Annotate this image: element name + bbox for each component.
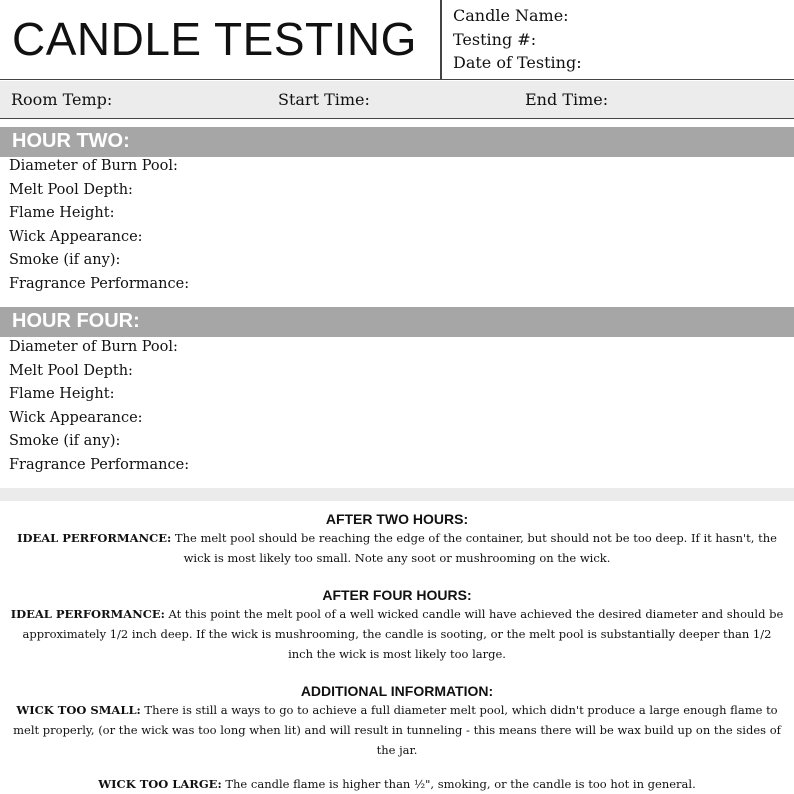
section-hour-two-fields xyxy=(9,155,189,296)
room-temp-label: Room Temp: xyxy=(11,90,113,109)
wick-too-large-body: The candle flame is higher than ½", smoking, or the candle is too hot in general. xyxy=(221,777,696,791)
wick-too-small-text xyxy=(0,700,794,760)
ideal-performance-label: IDEAL PERFORMANCE: xyxy=(10,607,165,621)
wick-too-small-label: WICK TOO SMALL: xyxy=(16,703,141,717)
page-title: CANDLE TESTING xyxy=(12,13,417,65)
after-two-hours-heading: AFTER TWO HOURS: xyxy=(325,511,469,527)
smoke-label: Smoke (if any): xyxy=(9,252,121,268)
testing-number-label: Testing #: xyxy=(453,29,537,49)
melt-pool-depth-label: Melt Pool Depth: xyxy=(9,181,133,198)
divider-bar xyxy=(0,488,794,501)
additional-information-heading: ADDITIONAL INFORMATION: xyxy=(300,683,494,699)
header-divider xyxy=(440,0,442,79)
wick-too-large-text xyxy=(0,774,794,794)
flame-height-label: Flame Height: xyxy=(9,205,115,221)
candle-name-label: Candle Name: xyxy=(453,6,569,25)
smoke-label: Smoke (if any): xyxy=(9,433,121,449)
after-four-hours-text xyxy=(0,604,794,664)
flame-height-label: Flame Height: xyxy=(9,386,115,402)
start-time-label: Start Time: xyxy=(278,90,370,109)
fragrance-performance-label: Fragrance Performance: xyxy=(9,275,190,292)
notes-section xyxy=(0,510,794,794)
wick-too-small-body: There is still a ways to go to achieve a full diameter melt pool, which didn't produce a large enough flame to melt properly, (or the wick was too long when lit) and will result in tunneling - this means there will be wax build up on the sides of the jar. xyxy=(13,703,781,757)
wick-too-large-label: WICK TOO LARGE: xyxy=(98,777,222,791)
wick-appearance-label: Wick Appearance: xyxy=(9,409,143,426)
section-hour-four-title: HOUR FOUR: xyxy=(12,310,140,332)
section-hour-two-bar xyxy=(0,127,794,157)
wick-appearance-label: Wick Appearance: xyxy=(9,228,143,245)
after-two-hours-text xyxy=(0,528,794,568)
after-four-hours-body: At this point the melt pool of a well wicked candle will have achieved the desired diameter and should be approximately 1/2 inch deep. If the wick is mushrooming, the candle is sooting, or the melt pool is substantially deeper than 1/2 inch the wick is most likely too large. xyxy=(22,607,784,661)
burn-pool-diameter-label: Diameter of Burn Pool: xyxy=(9,158,178,174)
after-two-hours-body: The melt pool should be reaching the edge of the container, but should not be too deep. If it hasn't, the wick is most likely too small. Note any soot or mushrooming on the wick. xyxy=(171,531,777,565)
after-four-hours-heading: AFTER FOUR HOURS: xyxy=(322,587,472,603)
end-time-label: End Time: xyxy=(525,90,609,109)
fragrance-performance-label: Fragrance Performance: xyxy=(9,456,190,473)
burn-pool-diameter-label: Diameter of Burn Pool: xyxy=(9,339,178,355)
section-hour-two-title: HOUR TWO: xyxy=(12,130,130,152)
info-bar xyxy=(0,81,794,119)
page-header xyxy=(0,0,794,80)
section-hour-four-fields xyxy=(9,336,189,477)
ideal-performance-label: IDEAL PERFORMANCE: xyxy=(17,531,172,545)
section-hour-four-bar xyxy=(0,307,794,337)
date-of-testing-label: Date of Testing: xyxy=(453,53,582,72)
melt-pool-depth-label: Melt Pool Depth: xyxy=(9,362,133,379)
candle-meta xyxy=(453,4,582,75)
